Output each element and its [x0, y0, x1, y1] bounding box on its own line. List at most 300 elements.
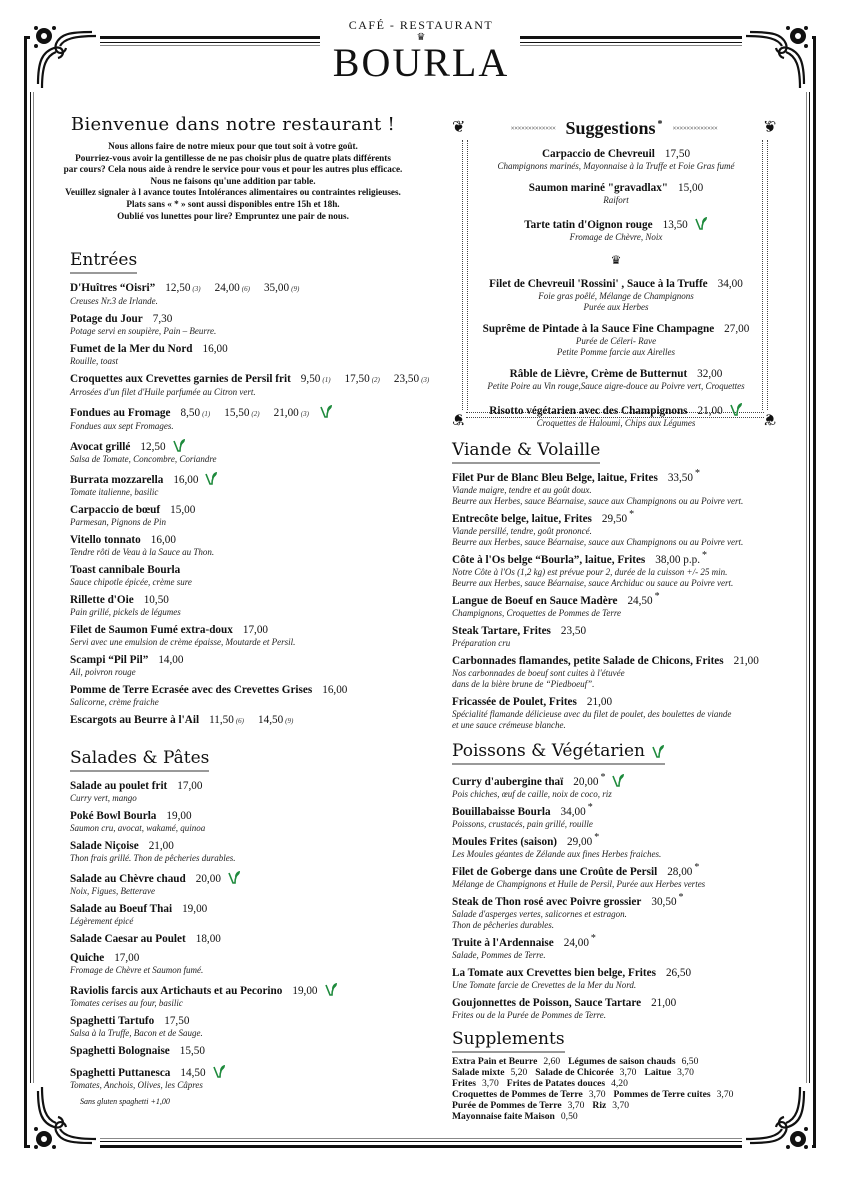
menu-item-line [452, 832, 782, 849]
menu-item-description: Creuses Nr.3 de Irlande. [70, 296, 158, 306]
menu-item-name: Quiche [70, 952, 105, 964]
portion-count: (2) [251, 410, 260, 418]
menu-item-description: Servi avec une emulsion de crème épaisse, Moutarde et Persil. [70, 637, 296, 647]
menu-item-name: Carpaccio de bœuf [70, 504, 161, 516]
menu-item [70, 933, 430, 946]
menu-item [70, 810, 430, 834]
welcome-line: Oublié vos lunettes pour lire? Empruntez une pair de nous. [117, 210, 349, 221]
menu-item-price: 30,50 [651, 896, 677, 908]
menu-item-line [452, 967, 782, 980]
menu-item-price: 35,00 [263, 282, 290, 294]
menu-item-line [70, 373, 430, 387]
menu-item-price: 24,00 [214, 282, 240, 294]
menu-item-name: Salade Caesar au Poulet [70, 933, 186, 945]
crown-icon: ♛ [610, 253, 622, 267]
brand-subtitle: CAFÉ - RESTAURANT [348, 18, 494, 32]
menu-item-name: Filet de Goberge dans une Croûte de Persil [452, 866, 658, 878]
menu-item-line [70, 903, 430, 916]
supplement-row [452, 1100, 782, 1111]
menu-item-price: 17,50 [664, 148, 691, 160]
supplement-price: 6,50 [681, 1056, 699, 1067]
menu-item-price: 16,00 [150, 534, 176, 546]
menu-item-line [452, 933, 782, 950]
menu-item-price: 24,50 [627, 595, 653, 607]
vegetarian-leaf-icon [611, 773, 625, 787]
menu-item-description: Salsa de Tomate, Concombre, Coriandre [70, 454, 217, 464]
vegetarian-leaf-icon [729, 402, 743, 416]
section-title-viande: Viande & Volaille [452, 440, 600, 464]
menu-item-name: Suprême de Pintade à la Sauce Fine Champagne [482, 323, 715, 335]
menu-item-line [70, 343, 430, 356]
menu-item-description: Beurre aux Herbes, sauce Béarnaise, sauce aux Champignons ou au Poivre vert. [452, 537, 744, 547]
menu-item-price: 29,00 [567, 836, 593, 848]
supplement-name: Frites [452, 1078, 476, 1089]
menu-item-description: Parmesan, Pignons de Pin [70, 517, 166, 527]
menu-item-price: 29,50 [601, 513, 628, 525]
welcome-line: Pourriez-vous avoir la gentillesse de ne pas choisir plus de quatre plats différents [75, 152, 391, 163]
menu-item-price: 14,00 [158, 654, 184, 666]
suggestions-box [452, 116, 776, 428]
menu-item-description: Pain grillé, pickels de légumes [70, 607, 181, 617]
dotted-border-left [462, 140, 468, 410]
supplement-price: 5,20 [510, 1067, 528, 1078]
menu-item-line [470, 148, 762, 161]
menu-item [70, 684, 430, 708]
menu-item-description: Curry vert, mango [70, 793, 137, 803]
vegetarian-leaf-icon [212, 1064, 226, 1078]
fleur-ornament-icon: ❦ [762, 410, 776, 427]
menu-item-price: 16,00 [173, 474, 199, 486]
menu-item [452, 892, 782, 931]
menu-item-name: Tarte tatin d'Oignon rouge [524, 219, 653, 231]
supplement-name: Mayonnaise faite Maison [452, 1111, 555, 1122]
menu-item-line [452, 655, 782, 668]
menu-item-name: Fondues au Fromage [70, 407, 171, 419]
menu-item [470, 323, 762, 358]
fleur-ornament-icon: ❦ [452, 119, 466, 136]
supplement-name: Extra Pain et Beurre [452, 1056, 538, 1067]
menu-item-price: 34,00 [560, 806, 586, 818]
supplement-name: Frites de Patates douces [506, 1078, 606, 1089]
menu-item-price: 18,00 [195, 933, 221, 945]
menu-item-price: 26,50 [665, 967, 692, 979]
portion-count: (9) [291, 285, 300, 293]
supplement-name: Purée de Pommes de Terre [452, 1100, 562, 1111]
menu-item-line [70, 870, 430, 886]
supplement-row [452, 1089, 782, 1100]
menu-item-price: 34,00 [717, 278, 743, 290]
menu-item-name: Steak Tartare, Frites [452, 625, 551, 637]
menu-item-description: Notre Côte à l'Os (1,2 kg) est prévue pour 2, durée de la cuisson +/- 25 min. [452, 567, 728, 577]
menu-item [470, 182, 762, 206]
menu-item-description: Viande maigre, tendre et au goût doux. [452, 485, 592, 495]
portion-count: (6) [235, 717, 244, 725]
menu-item [70, 982, 430, 1009]
menu-item-description: Viande persillé, tendre, goût prononcé. [452, 526, 592, 536]
menu-item-price: 12,50 [140, 441, 166, 453]
menu-item-description: Pois chiches, œuf de caille, noix de coco, riz [452, 789, 612, 799]
menu-item-description: Ail, poivron rouge [70, 667, 136, 677]
menu-item [70, 534, 430, 558]
menu-item-line [470, 182, 762, 195]
menu-item-description: Thon de pêcheries durables. [452, 920, 554, 930]
supplement-row [452, 1067, 782, 1078]
menu-item-name: Salade au poulet frit [70, 780, 168, 792]
menu-item-price: 15,50 [224, 407, 250, 419]
menu-item-line [70, 624, 430, 637]
left-column [70, 250, 430, 1106]
star-marker: * [678, 892, 684, 904]
menu-item-price: 27,00 [724, 323, 750, 335]
menu-item [452, 773, 782, 800]
menu-item-name: Carpaccio de Chevreuil [541, 148, 655, 160]
menu-item-name: Risotto végétarien avec des Champignons [489, 405, 688, 417]
menu-item-name: Goujonnettes de Poisson, Sauce Tartare [452, 997, 642, 1009]
star-marker: * [590, 933, 596, 945]
menu-item-name: Raviolis farcis aux Artichauts et au Pecorino [70, 985, 283, 997]
welcome-line: Nous allons faire de notre mieux pour que tout soit à votre goût. [108, 141, 358, 151]
menu-item-price: 14,50 [180, 1067, 206, 1079]
supplement-name: Croquettes de Pommes de Terre [452, 1089, 583, 1100]
menu-item-description: Préparation cru [452, 638, 511, 648]
menu-item-name: Avocat grillé [70, 441, 131, 453]
menu-item-price: 11,50 [209, 714, 234, 726]
menu-item-line [70, 313, 430, 326]
supplement-name: Riz [592, 1100, 607, 1111]
suggestions-header [452, 118, 776, 139]
menu-item-name: Carbonnades flamandes, petite Salade de Chicons, Frites [452, 655, 724, 667]
gluten-free-note: Sans gluten spaghetti +1,00 [80, 1097, 170, 1106]
menu-item-name: Spaghetti Tartufo [70, 1015, 155, 1027]
menu-item-line [70, 982, 430, 998]
supplement-price: 3,70 [588, 1089, 606, 1100]
menu-item-name: Rillette d'Oie [70, 594, 134, 606]
supplement-price: 3,70 [716, 1089, 734, 1100]
menu-item-price: 17,50 [164, 1015, 190, 1027]
menu-item-line [470, 323, 762, 336]
menu-item-price: 12,50 [165, 282, 191, 294]
menu-item-description: Les Moules géantes de Zélande aux fines Herbes fraiches. [452, 849, 662, 859]
right-column [452, 440, 782, 1122]
supplements-list [452, 1056, 782, 1122]
menu-item-name: Moules Frites (saison) [452, 836, 558, 848]
menu-item-price: 23,50 [560, 625, 587, 637]
dotted-rule: ××××××××××××× [672, 124, 718, 133]
menu-item-name: Râble de Lièvre, Crème de Butternut [509, 368, 688, 380]
menu-item-price: 9,50 [300, 373, 321, 385]
menu-item [70, 313, 430, 337]
menu-item [452, 655, 782, 690]
brand-name: BOURLA [332, 40, 510, 85]
menu-item-name: Pomme de Terre Ecrasée avec des Crevettes Grises [70, 684, 313, 696]
menu-item-price: 7,30 [152, 313, 173, 325]
menu-item-description: Salade d'asperges vertes, salicornes et estragon. [452, 909, 627, 919]
menu-item-description: Beurre aux Herbes, sauce Béarnaise, sauce Archiduc ou sauce au Poivre vert. [452, 578, 734, 588]
menu-item-line [452, 468, 782, 485]
welcome-block [48, 114, 418, 222]
section-title-supplements: Supplements [452, 1029, 565, 1053]
portion-count: (9) [285, 717, 294, 725]
vegetarian-leaf-icon [694, 216, 708, 230]
menu-item-price: 33,50 [667, 472, 693, 484]
menu-item-price: 10,50 [143, 594, 169, 606]
portion-count: (3) [421, 376, 430, 384]
menu-item-description: Champignons marinés, Mayonnaise à la Truffe et Foie Gras fumé [497, 161, 735, 171]
menu-item [452, 862, 782, 890]
menu-item-name: Fumet de la Mer du Nord [70, 343, 193, 355]
menu-item-description: Potage servi en soupière, Pain – Beurre. [70, 326, 217, 336]
menu-item [70, 373, 430, 398]
star-marker: * [629, 509, 635, 521]
menu-item-price: 16,00 [322, 684, 348, 696]
menu-item-line [70, 810, 430, 823]
menu-item-line [452, 862, 782, 879]
supplement-price: 3,70 [677, 1067, 694, 1078]
menu-item-name: Toast cannibale Bourla [70, 564, 181, 576]
portion-count: (6) [241, 285, 250, 293]
section-title-salades: Salades & Pâtes [70, 748, 209, 772]
menu-item-name: Poké Bowl Bourla [70, 810, 157, 822]
menu-item-line [452, 892, 782, 909]
menu-item-line [70, 1064, 430, 1080]
menu-item-description: Fromage de Chèvre et Saumon fumé. [70, 965, 204, 975]
vegetarian-leaf-icon [319, 404, 333, 418]
menu-item-line [70, 564, 430, 577]
menu-item-description: Thon frais grillé. Thon de pêcheries durables. [70, 853, 236, 863]
supplement-price: 0,50 [560, 1111, 578, 1122]
menu-item-price: 8,50 [180, 407, 201, 419]
menu-item-description: Fondues aux sept Fromages. [70, 421, 174, 431]
menu-item-description: Croquettes de Haloumi, Chips aux Légumes [536, 418, 696, 428]
menu-item-name: Spaghetti Bolognaise [70, 1045, 170, 1057]
menu-item-description: Purée aux Herbes [583, 302, 649, 312]
menu-item [70, 714, 430, 728]
menu-item [452, 625, 782, 649]
menu-item-name: Truite à l'Ardennaise [452, 937, 554, 949]
menu-item [452, 967, 782, 991]
menu-item-name: Fricassée de Poulet, Frites [452, 696, 577, 708]
menu-item-name: Burrata mozzarella [70, 474, 164, 486]
welcome-line: Plats sans « * » sont aussi disponibles entre 15h et 18h. [126, 198, 340, 209]
menu-item-description: Foie gras poêlé, Mélange de Champignons [538, 291, 694, 301]
menu-item [70, 654, 430, 678]
menu-item-line [70, 438, 430, 454]
supplement-name: Salade de Chicorée [535, 1067, 614, 1078]
menu-item-description: Légèrement épicé [70, 916, 134, 926]
menu-item-name: Spaghetti Puttanesca [70, 1067, 171, 1079]
menu-item-price: 38,00 p.p. [655, 554, 701, 566]
menu-item-price: 20,00 [573, 776, 599, 788]
vegetarian-leaf-icon [172, 438, 186, 452]
welcome-title: Bienvenue dans notre restaurant ! [70, 114, 396, 135]
menu-item-description: Tomates, Anchois, Olives, les Câpres [70, 1080, 203, 1090]
menu-item-price: 21,00 [273, 407, 299, 419]
menu-item [452, 550, 782, 589]
menu-item [452, 997, 782, 1021]
menu-item-name: Vitello tonnato [70, 534, 141, 546]
star-marker: * [594, 832, 600, 844]
menu-item [70, 564, 430, 588]
menu-item-price: 19,00 [292, 985, 318, 997]
menu-item-line [470, 278, 762, 291]
menu-item-price: 28,00 [667, 866, 693, 878]
menu-item [70, 282, 430, 307]
menu-item-price: 21,00 [651, 997, 677, 1009]
welcome-line: Veuillez signaler à l avance toutes Intolérances alimentaires ou contraintes religieuses. [65, 187, 401, 198]
menu-item-price: 21,00 [148, 840, 174, 852]
menu-item-line [70, 714, 430, 728]
menu-item-price: 23,50 [393, 373, 420, 385]
menu-item-description: Tomates cerises au four, basilic [70, 998, 183, 1008]
menu-item-line [452, 997, 782, 1010]
menu-item-line [70, 780, 430, 793]
menu-item-line [70, 654, 430, 667]
menu-item-price: 19,00 [166, 810, 192, 822]
menu-item-description: Salicorne, crème fraiche [70, 697, 159, 707]
menu-item-description: Arrosées d'un filet d'Huile parfumée au Citron vert. [70, 387, 256, 397]
menu-item-line [70, 840, 430, 853]
portion-count: (2) [371, 376, 380, 384]
vegetarian-leaf-icon [324, 982, 338, 996]
menu-item-description: Tomate italienne, basilic [70, 487, 159, 497]
menu-item-name: Entrecôte belge, laitue, Frites [452, 513, 592, 525]
menu-item-line [470, 368, 762, 381]
menu-item-description: Purée de Céleri- Rave [575, 336, 657, 346]
crown-icon: ♛ [416, 32, 426, 43]
menu-item [470, 402, 762, 429]
dotted-border-right [762, 140, 768, 410]
menu-item [70, 952, 430, 976]
menu-item [452, 832, 782, 860]
menu-item [70, 903, 430, 927]
menu-item-description: Beurre aux Herbes, sauce Béarnaise, sauce aux Champignons ou au Poivre vert. [452, 496, 744, 506]
menu-item-line [452, 591, 782, 608]
menu-item-line [70, 504, 430, 517]
menu-item-description: dans de la bière brune de “Piedboeuf”. [452, 679, 595, 689]
menu-item-line [452, 696, 782, 709]
menu-item-description: Petite Poire au Vin rouge,Sauce aigre-douce au Poivre vert, Croquettes [487, 381, 745, 391]
menu-item-description: Mélange de Champignons et Huile de Persil, Purée aux Herbes vertes [452, 879, 706, 889]
portion-count: (1) [202, 410, 211, 418]
salades-list [70, 780, 430, 1091]
star-marker: * [600, 772, 606, 784]
vegetarian-leaf-icon [651, 744, 665, 758]
suggestions-title: Suggestions * [565, 118, 663, 138]
menu-item [452, 802, 782, 830]
viande-list [452, 468, 782, 731]
menu-item-description: et une sauce crémeuse blanche. [452, 720, 566, 730]
vegetarian-leaf-icon [227, 870, 241, 884]
menu-item-price: 17,50 [344, 373, 370, 385]
menu-item-description: Une Tomate farcie de Crevettes de la Mer du Nord. [452, 980, 637, 990]
brand-header [0, 12, 842, 83]
supplement-name: Laitue [644, 1067, 672, 1078]
menu-item-price: 19,00 [182, 903, 208, 915]
portion-count: (3) [300, 410, 309, 418]
menu-item-description: Rouille, toast [70, 356, 118, 366]
menu-item-name: Filet Pur de Blanc Bleu Belge, laitue, Frites [452, 472, 658, 484]
supplement-name: Légumes de saison chauds [568, 1056, 676, 1067]
menu-item [70, 780, 430, 804]
menu-item-name: Saumon mariné "gravadlax" [528, 182, 669, 194]
menu-item [470, 216, 762, 243]
menu-item-name: Croquettes aux Crevettes garnies de Persil frit [70, 373, 291, 385]
menu-item-price: 21,00 [697, 405, 723, 417]
menu-item-price: 15,00 [170, 504, 196, 516]
menu-item-name: Steak de Thon rosé avec Poivre grossier [452, 896, 642, 908]
menu-item-name: Filet de Chevreuil 'Rossini' , Sauce à la Truffe [489, 278, 708, 290]
menu-item-description: Noix, Figues, Betterave [70, 886, 155, 896]
supplement-price: 3,70 [612, 1100, 630, 1111]
supplement-row [452, 1111, 782, 1122]
star-marker: * [654, 591, 660, 603]
menu-item [70, 343, 430, 367]
star-marker: * [694, 862, 700, 874]
menu-item-line [70, 933, 430, 946]
menu-item [70, 471, 430, 498]
supplement-row [452, 1078, 782, 1089]
section-title-entrees: Entrées [70, 250, 137, 274]
menu-item-line [70, 1045, 430, 1058]
menu-item-line [452, 802, 782, 819]
menu-item-line [452, 625, 782, 638]
supplement-name: Pommes de Terre cuites [613, 1089, 711, 1100]
menu-item [470, 278, 762, 313]
menu-item-description: Salsa à la Truffe, Bacon et de Sauge. [70, 1028, 203, 1038]
menu-item [70, 870, 430, 897]
menu-item-name: Salade Niçoise [70, 840, 139, 852]
menu-item-price: 17,00 [114, 952, 140, 964]
supplement-price: 3,70 [619, 1067, 637, 1078]
supplement-price: 3,70 [567, 1100, 585, 1111]
menu-item-price: 24,00 [563, 937, 589, 949]
menu-item-description: Nos carbonnades de boeuf sont cuites à l'étuvée [452, 668, 625, 678]
menu-item-price: 21,00 [733, 655, 759, 667]
menu-item-name: Bouillabaisse Bourla [452, 806, 551, 818]
menu-item-line [470, 402, 762, 418]
portion-count: (3) [192, 285, 201, 293]
menu-item-name: Filet de Saumon Fumé extra-doux [70, 624, 233, 636]
menu-item-price: 17,00 [177, 780, 203, 792]
menu-item-price: 13,50 [662, 219, 688, 231]
suggestions-body [470, 148, 762, 439]
menu-item-line [70, 471, 430, 487]
menu-item [70, 1064, 430, 1091]
fleur-ornament-icon: ❦ [452, 410, 466, 427]
menu-item [452, 696, 782, 731]
menu-item-description: Tendre rôti de Veau à la Sauce au Thon. [70, 547, 215, 557]
menu-item [452, 509, 782, 548]
menu-item-name: Escargots au Beurre à l'Ail [70, 714, 200, 726]
menu-item [452, 468, 782, 507]
menu-item [70, 504, 430, 528]
entrees-list [70, 282, 430, 728]
menu-item [70, 594, 430, 618]
menu-item-line [70, 952, 430, 965]
menu-item-line [70, 684, 430, 697]
supplement-name: Salade mixte [452, 1067, 505, 1078]
menu-item-description: Spécialité flamande délicieuse avec du filet de poulet, des boulettes de viande [452, 709, 732, 719]
supplement-price: 2,60 [543, 1056, 561, 1067]
menu-item-line [70, 282, 430, 296]
menu-item-name: Salade au Boeuf Thai [70, 903, 173, 915]
menu-item [452, 933, 782, 961]
menu-item-description: Saumon cru, avocat, wakamé, quinoa [70, 823, 206, 833]
menu-item-price: 15,50 [179, 1045, 205, 1057]
menu-item-line [452, 509, 782, 526]
menu-item [70, 840, 430, 864]
dotted-rule: ××××××××××××× [510, 124, 556, 133]
